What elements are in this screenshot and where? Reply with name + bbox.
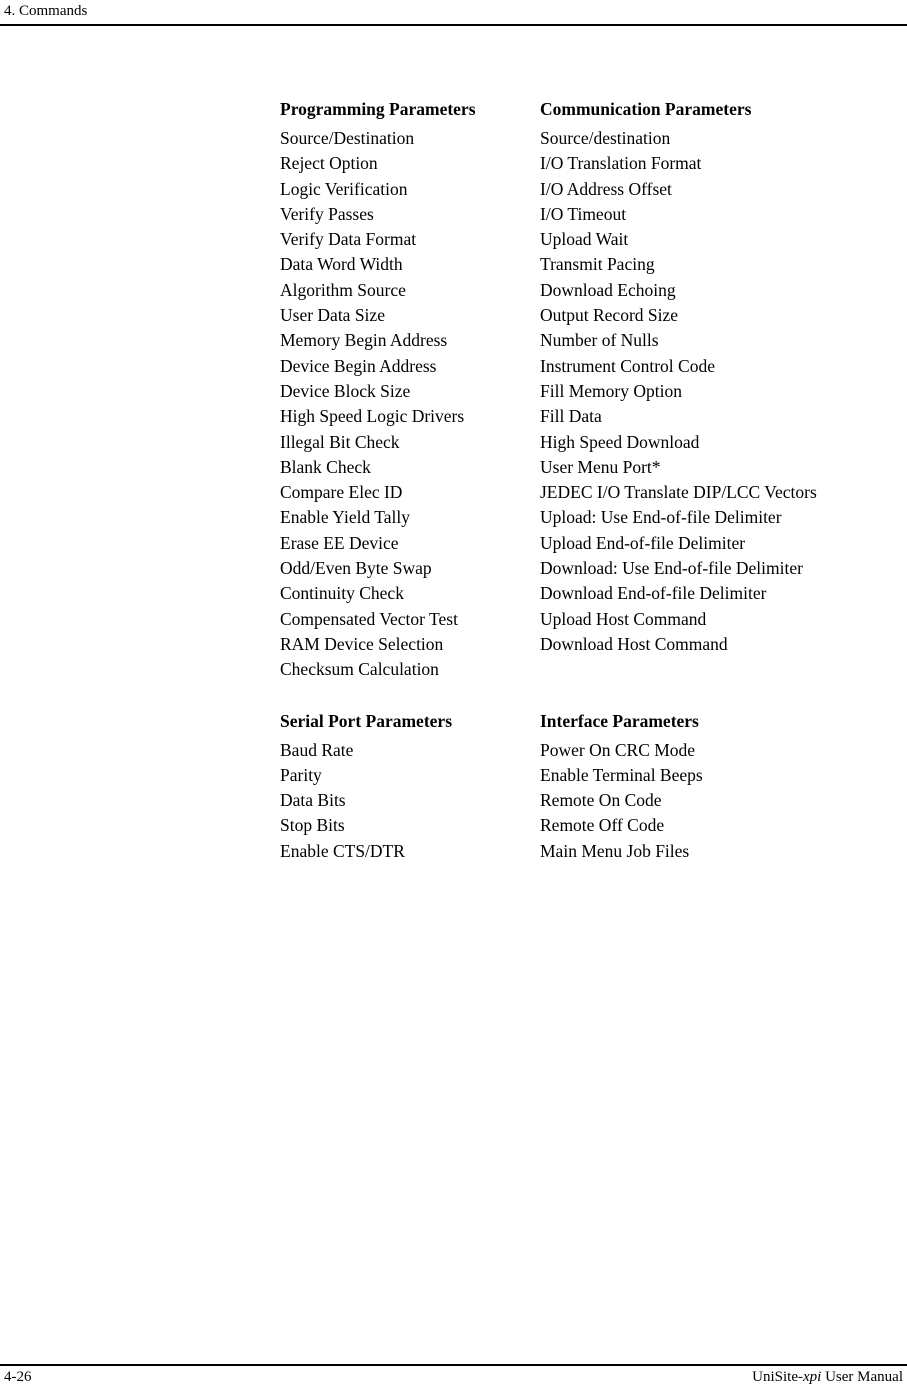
- parameter-item: Download Host Command: [540, 633, 728, 654]
- parameter-item: Main Menu Job Files: [540, 840, 690, 861]
- parameter-item: JEDEC I/O Translate DIP/LCC Vectors: [540, 482, 817, 503]
- parameter-item: Memory Begin Address: [280, 330, 448, 351]
- parameter-item: High Speed Download: [540, 431, 700, 452]
- section-heading: Programming Parameters: [280, 99, 476, 119]
- parameter-item: Continuity Check: [280, 583, 404, 604]
- parameter-item: Checksum Calculation: [280, 659, 439, 680]
- parameter-item: Logic Verification: [280, 178, 408, 199]
- parameter-item: Odd/Even Byte Swap: [280, 558, 432, 579]
- parameter-item: Upload End-of-file Delimiter: [540, 532, 746, 553]
- parameter-item: RAM Device Selection: [280, 633, 444, 654]
- parameter-lists: [280, 97, 907, 864]
- parameter-item: User Menu Port*: [540, 456, 661, 477]
- parameter-item: Data Word Width: [280, 254, 403, 275]
- parameter-item: Download: Use End-of-file Delimiter: [540, 558, 803, 579]
- parameter-item: Enable CTS/DTR: [280, 840, 405, 861]
- parameter-item: Instrument Control Code: [540, 355, 715, 376]
- parameter-item: User Data Size: [280, 305, 385, 326]
- parameter-item: Number of Nulls: [540, 330, 659, 351]
- parameter-item: Baud Rate: [280, 739, 354, 760]
- parameter-item: Parity: [280, 764, 322, 785]
- section-interface-parameters: [540, 709, 907, 864]
- parameter-item: Fill Memory Option: [540, 380, 682, 401]
- parameter-item: Blank Check: [280, 456, 371, 477]
- section-communication-parameters: [540, 97, 907, 657]
- parameter-item: Reject Option: [280, 153, 378, 174]
- parameter-item: Algorithm Source: [280, 279, 406, 300]
- parameter-item: Remote Off Code: [540, 815, 665, 836]
- parameter-item: Compensated Vector Test: [280, 608, 458, 629]
- parameter-item: I/O Translation Format: [540, 153, 702, 174]
- manual-title-suffix: User Manual: [821, 1369, 903, 1385]
- manual-title-italic: xpi: [803, 1369, 822, 1385]
- parameter-item: Power On CRC Mode: [540, 739, 696, 760]
- parameter-list: [540, 738, 907, 864]
- parameter-item: Fill Data: [540, 406, 602, 427]
- parameter-item: Illegal Bit Check: [280, 431, 400, 452]
- parameter-item: Device Block Size: [280, 380, 411, 401]
- parameter-item: Transmit Pacing: [540, 254, 655, 275]
- parameter-item: Upload Host Command: [540, 608, 707, 629]
- parameter-item: Output Record Size: [540, 305, 679, 326]
- parameter-item: I/O Timeout: [540, 203, 627, 224]
- parameter-item: Remote On Code: [540, 790, 662, 811]
- page-footer: [0, 1364, 907, 1389]
- manual-title-prefix: UniSite-: [752, 1369, 804, 1385]
- parameter-item: Enable Yield Tally: [280, 507, 410, 528]
- parameter-list: [280, 126, 540, 683]
- page-header: [0, 0, 907, 26]
- parameter-item: Upload Wait: [540, 229, 629, 250]
- parameter-item: Verify Passes: [280, 203, 374, 224]
- footer-manual-title: [752, 1368, 903, 1386]
- section-programming-parameters: [280, 97, 540, 683]
- parameter-item: Compare Elec ID: [280, 482, 403, 503]
- chapter-title: 4. Commands: [4, 3, 88, 19]
- parameter-item: Source/Destination: [280, 128, 415, 148]
- parameter-item: High Speed Logic Drivers: [280, 406, 465, 427]
- footer-page-number: 4-26: [4, 1369, 32, 1385]
- parameter-item: Verify Data Format: [280, 229, 417, 250]
- parameter-item: Download End-of-file Delimiter: [540, 583, 767, 604]
- parameter-item: Upload: Use End-of-file Delimiter: [540, 507, 782, 528]
- section-heading: Interface Parameters: [540, 710, 699, 731]
- parameter-item: Data Bits: [280, 790, 346, 811]
- section-heading: Communication Parameters: [540, 99, 752, 119]
- parameter-item: Erase EE Device: [280, 532, 399, 553]
- parameter-item: Download Echoing: [540, 279, 676, 300]
- section-heading: Serial Port Parameters: [280, 710, 453, 731]
- parameter-item: Device Begin Address: [280, 355, 437, 376]
- parameter-list: [280, 738, 540, 864]
- parameter-list: [540, 126, 907, 657]
- parameter-item: Source/destination: [540, 128, 671, 148]
- section-serial-port-parameters: [280, 709, 540, 864]
- parameter-item: Enable Terminal Beeps: [540, 764, 703, 785]
- parameter-item: I/O Address Offset: [540, 178, 672, 199]
- parameter-item: Stop Bits: [280, 815, 345, 836]
